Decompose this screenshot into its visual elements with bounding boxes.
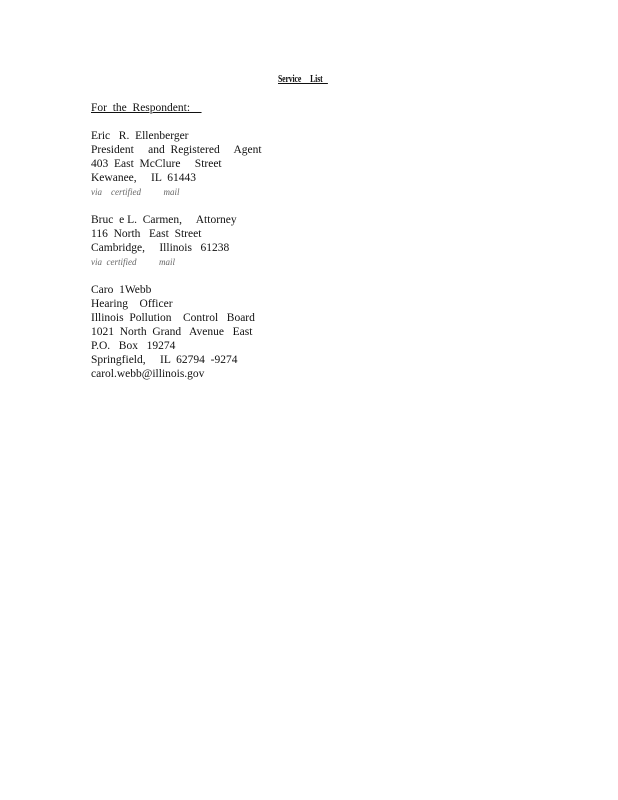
recipient-organization: Illinois Pollution Control Board (91, 312, 255, 324)
recipient-name: Eric R. Ellenberger (91, 130, 189, 142)
recipient-street: 403 East McClure Street (91, 158, 222, 170)
respondent-heading: For the Respondent: (91, 102, 202, 114)
delivery-method: via certified mail (91, 257, 175, 267)
delivery-method: via certified mail (91, 187, 180, 197)
recipient-street: 1021 North Grand Avenue East (91, 326, 253, 338)
recipient-city: Springfield, IL 62794 -9274 (91, 354, 238, 366)
recipient-webb (91, 283, 262, 381)
service-list-content (91, 101, 262, 395)
service-list-title: Service List (278, 74, 328, 85)
recipient-po-box: P.O. Box 19274 (91, 340, 176, 352)
recipient-title: President and Registered Agent (91, 144, 262, 156)
recipient-street: 116 North East Street (91, 228, 202, 240)
recipient-name: Bruc e L. Carmen, Attorney (91, 214, 237, 226)
recipient-city: Cambridge, Illinois 61238 (91, 242, 230, 254)
recipient-title: Hearing Officer (91, 298, 173, 310)
recipient-email: carol.webb@illinois.gov (91, 368, 205, 380)
recipient-carmen (91, 213, 262, 269)
recipient-name: Caro 1Webb (91, 284, 152, 296)
recipient-ellenberger (91, 129, 262, 199)
recipient-city: Kewanee, IL 61443 (91, 172, 196, 184)
